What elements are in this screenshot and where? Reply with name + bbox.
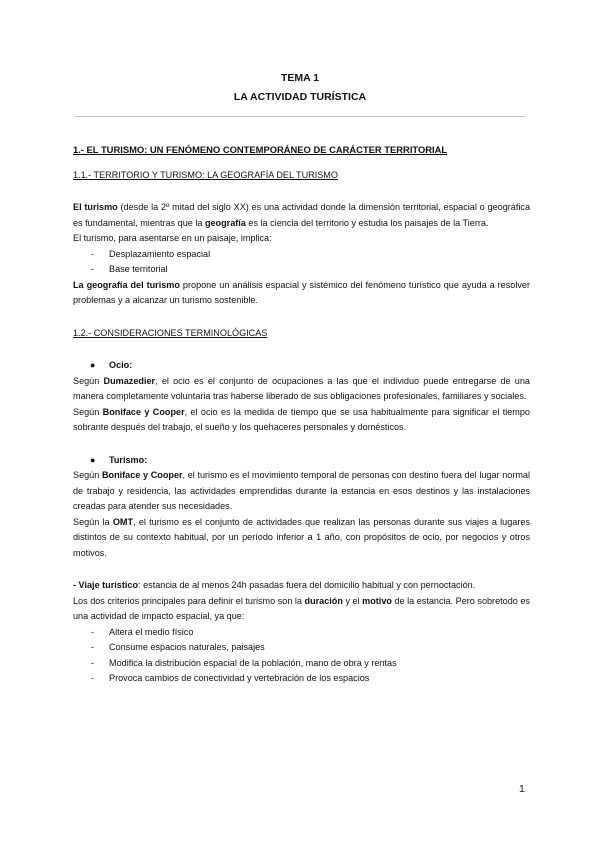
subsection-1-1-heading: 1.1.- TERRITORIO Y TURISMO: LA GEOGRAFÍA DEL TURISMO [73,169,338,180]
tema-number: TEMA 1 [280,72,320,84]
bold-term: Boniface y Cooper [102,406,185,417]
bullet-icon: ● [90,454,96,465]
page-number: 1 [519,783,525,795]
bullet-turismo [73,453,530,469]
bold-term: motivo [362,595,392,606]
paragraph-turismo-boniface [73,468,530,515]
text-span: Según [73,470,102,480]
text-span: (desde la 2º mitad del siglo XX) es una actividad donde la dimensión territorial, espacial o geográfica es fundamental, mientras que la [73,202,530,228]
bold-term: El turismo [73,202,118,212]
text-span: de la estancia. Pero sobretodo es una actividad de impacto espacial, ya que: [73,595,530,621]
bold-term: Boniface y Cooper [101,470,183,480]
list-item: - Consume espacios naturales, paisajes [73,640,530,656]
paragraph-turismo-omt [73,515,530,562]
list-item: - Altera el medio físico [73,625,530,641]
text-span: , el ocio es la medida de tiempo que se usa habitualmente para significar el tiempo sobrante después del trabajo, el sueño y los quehaceres personales y domésticos. [73,406,530,432]
subsection-1-2-heading: 1.2.- CONSIDERACIONES TERMINOLÓGICAS [73,327,268,338]
section-1-heading: 1.- EL TURISMO: UN FENÓMENO CONTEMPORÁNEO DE CARÁCTER TERRITORIAL [73,144,448,155]
bold-term: La geografía del turismo [73,279,180,290]
bullet-label: Turismo: [109,454,148,465]
text-span: y el [342,595,363,606]
text-span: Según la [73,516,113,527]
bold-term: OMT [112,516,134,527]
text-span: , el turismo es el movimiento temporal de personas con destino fuera del lugar normal de trabajo y residencia, las actividades emprendidas durante la estancia en esos destinos y las instalaciones creadas para atender sus necesidades. [73,470,530,511]
text-span: , el turismo es el conjunto de actividades que realizan las personas durante sus viajes a lugares distintos de su contexto habitual, por un período inferior a 1 año, con propósitos de ocio, por negocios y otros motivos. [73,516,530,558]
list-item: - Base territorial [73,262,530,278]
bold-term: geografía [204,217,246,228]
text-span: propone un análisis espacial y sistémico del fenómeno turístico que ayuda a resolver problemas y a alcanzar un turismo sostenible. [73,279,530,305]
paragraph-implica: El turismo, para asentarse en un paisaje, implica: [73,233,272,243]
text-span: Según [73,406,103,417]
paragraph-criterios [73,594,530,625]
text-span: Según [73,375,104,386]
paragraph-ocio-boniface [73,405,530,436]
text-span: , el ocio es el conjunto de ocupaciones a las que el individuo puede entregarse de una manera completamente voluntaria tras haberse liberado de sus obligaciones profesionales, familiares y sociales. [73,375,530,401]
text-span: Los dos criterios principales para definir el turismo son la [73,595,305,606]
bullet-ocio [73,358,530,374]
paragraph-turismo-definition [73,200,530,231]
document-body [73,142,530,687]
paragraph-viaje-turistico [73,578,530,594]
paragraph-geografia-turismo [73,278,530,309]
list-item: - Provoca cambios de conectividad y vertebración de los espacios [73,671,530,687]
bold-term: - Viaje turístico [73,580,139,590]
bold-term: duración [304,595,343,606]
header-divider [75,116,525,117]
bullet-label: Ocio: [109,360,133,370]
paragraph-ocio-dumazedier [73,374,530,405]
list-item: - Desplazamiento espacial [73,247,530,263]
bold-term: Dumazedier [103,375,156,386]
text-span: : estancia de al menos 24h pasadas fuera del domicilio habitual y con pernoctación. [138,580,476,590]
bullet-icon: ● [90,360,96,370]
page-title: LA ACTIVIDAD TURÍSTICA [233,91,367,103]
text-span: es la ciencia del territorio y estudia los paisajes de la Tierra. [245,217,489,228]
list-item: - Modifica la distribución espacial de la población, mano de obra y rentas [73,656,530,672]
